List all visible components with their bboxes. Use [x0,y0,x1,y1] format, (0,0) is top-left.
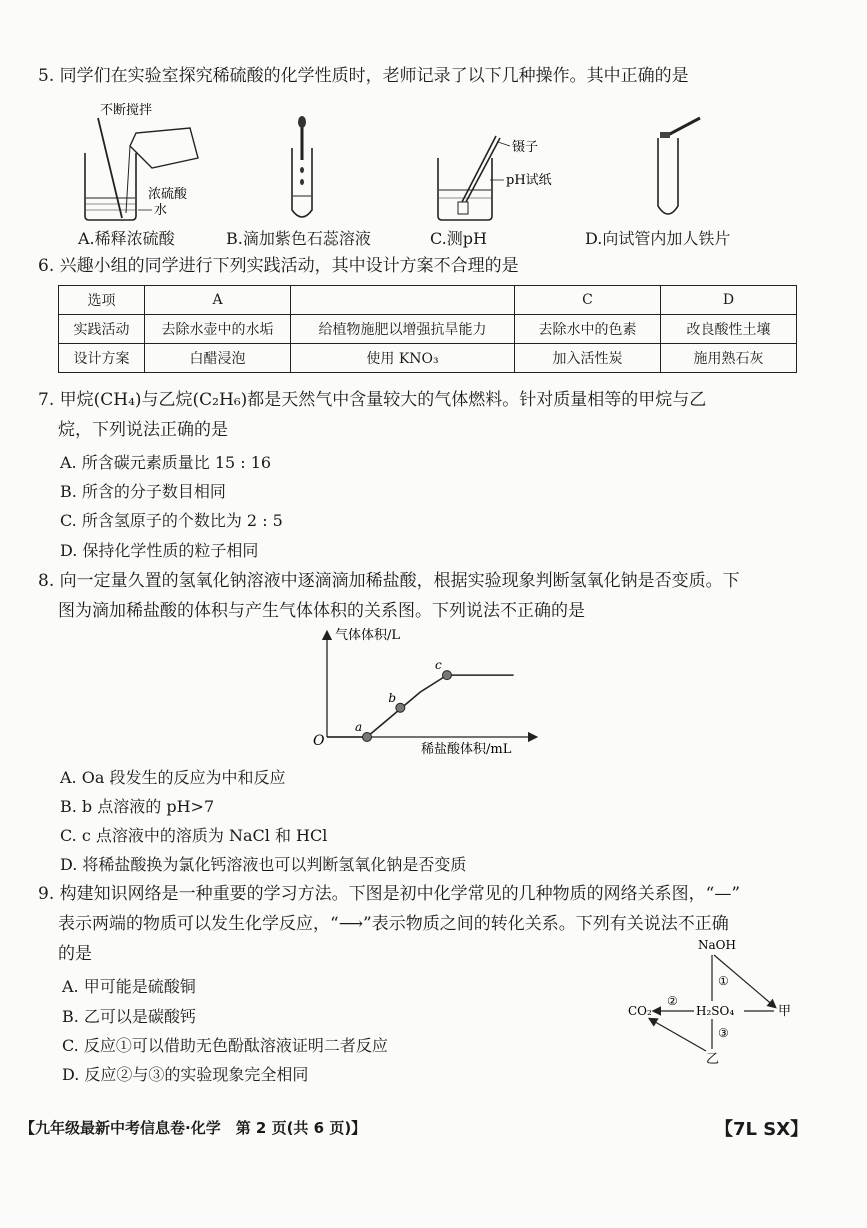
node-co2: CO₂ [628,1004,652,1018]
q9-option-a: A. 甲可能是硫酸铜 [62,977,196,996]
q8-option-c: C. c 点溶液中的溶质为 NaCl 和 HCl [60,826,328,845]
q7-option-b: B. 所含的分子数目相同 [60,482,226,501]
point-label-c: c [435,658,442,673]
q7-option-a: A. 所含碳元素质量比 15 : 16 [60,453,272,472]
q6-stem: 6. 兴趣小组的同学进行下列实践活动，其中设计方案不合理的是 [38,256,519,276]
q5-option-c: C.测pH [430,229,487,248]
reaction-1-label: ① [718,974,729,988]
q8-option-d: D. 将稀盐酸换为氯化钙溶液也可以判断氢氧化钠是否变质 [60,855,467,874]
table-cell: 白醋浸泡 [145,344,291,373]
q5-option-b: B.滴加紫色石蕊溶液 [226,229,371,248]
q8-option-b: B. b 点溶液的 pH>7 [60,797,215,816]
q9-option-d: D. 反应②与③的实验现象完全相同 [62,1065,309,1084]
node-naoh: NaOH [698,938,736,952]
table-row [59,315,797,344]
ph-test-icon [438,136,500,220]
q8-stem-line2: 图为滴加稀盐酸的体积与产生气体体积的关系图。下列说法不正确的是 [58,601,585,621]
table-cell: 加入活性炭 [515,344,661,373]
label-tweezer: 镊子 [512,140,539,155]
data-point-c [443,671,452,680]
q6-table [58,285,797,373]
table-cell: 施用熟石灰 [661,344,797,373]
table-cell: 实践活动 [59,315,145,344]
q9-option-c: C. 反应①可以借助无色酚酞溶液证明二者反应 [62,1036,388,1055]
beaker-dilution-icon [85,118,198,220]
table-cell: 选项 [59,286,145,315]
y-axis-label: 气体体积/L [335,628,401,643]
table-cell: D [661,286,797,315]
q8-chart [305,625,545,755]
table-cell: 去除水中的色素 [515,315,661,344]
node-yi: 乙 [706,1052,720,1067]
table-cell: 设计方案 [59,344,145,373]
q5-apparatus [70,98,800,228]
point-label-a: a [355,720,363,734]
reaction-2-label: ② [667,994,678,1008]
q7-stem-line1: 7. 甲烷(CH₄)与乙烷(C₂H₆)都是天然气中含量较大的气体燃料。针对质量相等的甲烷与乙 [38,390,707,410]
footer-right: 【7L SX】 [715,1119,809,1140]
x-axis-label: 稀盐酸体积/mL [421,742,512,755]
q7-option-c: C. 所含氢原子的个数比为 2 : 5 [60,511,283,530]
q9-stem-line1: 9. 构建知识网络是一种重要的学习方法。下图是初中化学常见的几种物质的网络关系图，“—” [38,884,741,904]
footer-left: 【九年级最新中考信息卷·化学 第 2 页(共 6 页)】 [20,1119,367,1137]
label-acid: 浓硫酸 [148,187,188,202]
q8-option-a: A. Oa 段发生的反应为中和反应 [60,768,286,787]
q5-option-d: D.向试管内加人铁片 [585,229,731,248]
origin-label: O [313,733,325,749]
point-label-b: b [388,690,397,705]
q9-stem-line2: 表示两端的物质可以发生化学反应，“⟶”表示物质之间的转化关系。下列有关说法不正确 [58,914,729,934]
reaction-3-label: ③ [718,1026,729,1040]
table-cell [291,286,515,315]
q7-option-d: D. 保持化学性质的粒子相同 [60,541,259,560]
node-jia: 甲 [778,1004,792,1019]
table-cell: A [145,286,291,315]
label-stir: 不断搅拌 [100,103,153,118]
table-cell: 去除水壶中的水垢 [145,315,291,344]
q9-network-diagram [620,935,795,1070]
table-cell: 使用 KNO₃ [291,344,515,373]
q5-option-a: A.稀释浓硫酸 [78,229,175,248]
table-cell: 给植物施肥以增强抗旱能力 [291,315,515,344]
q5-stem: 5. 同学们在实验室探究稀硫酸的化学性质时，老师记录了以下几种操作。其中正确的是 [38,66,689,86]
q7-stem-line2: 烷，下列说法正确的是 [58,420,228,440]
node-h2so4: H₂SO₄ [696,1004,735,1018]
data-point-b [396,703,405,712]
table-row [59,344,797,373]
test-tube-dropper-icon [292,116,312,217]
table-cell: C [515,286,661,315]
label-water: 水 [154,203,168,218]
table-header-row [59,286,797,315]
test-tube-iron-icon [658,118,700,214]
q9-option-b: B. 乙可以是碳酸钙 [62,1007,196,1026]
q9-stem-line3: 的是 [58,944,92,964]
q8-stem-line1: 8. 向一定量久置的氢氧化钠溶液中逐滴滴加稀盐酸，根据实验现象判断氢氧化钠是否变质。下 [38,571,740,591]
label-paper: pH试纸 [506,173,552,188]
table-cell: 改良酸性土壤 [661,315,797,344]
data-point-a [363,733,372,742]
